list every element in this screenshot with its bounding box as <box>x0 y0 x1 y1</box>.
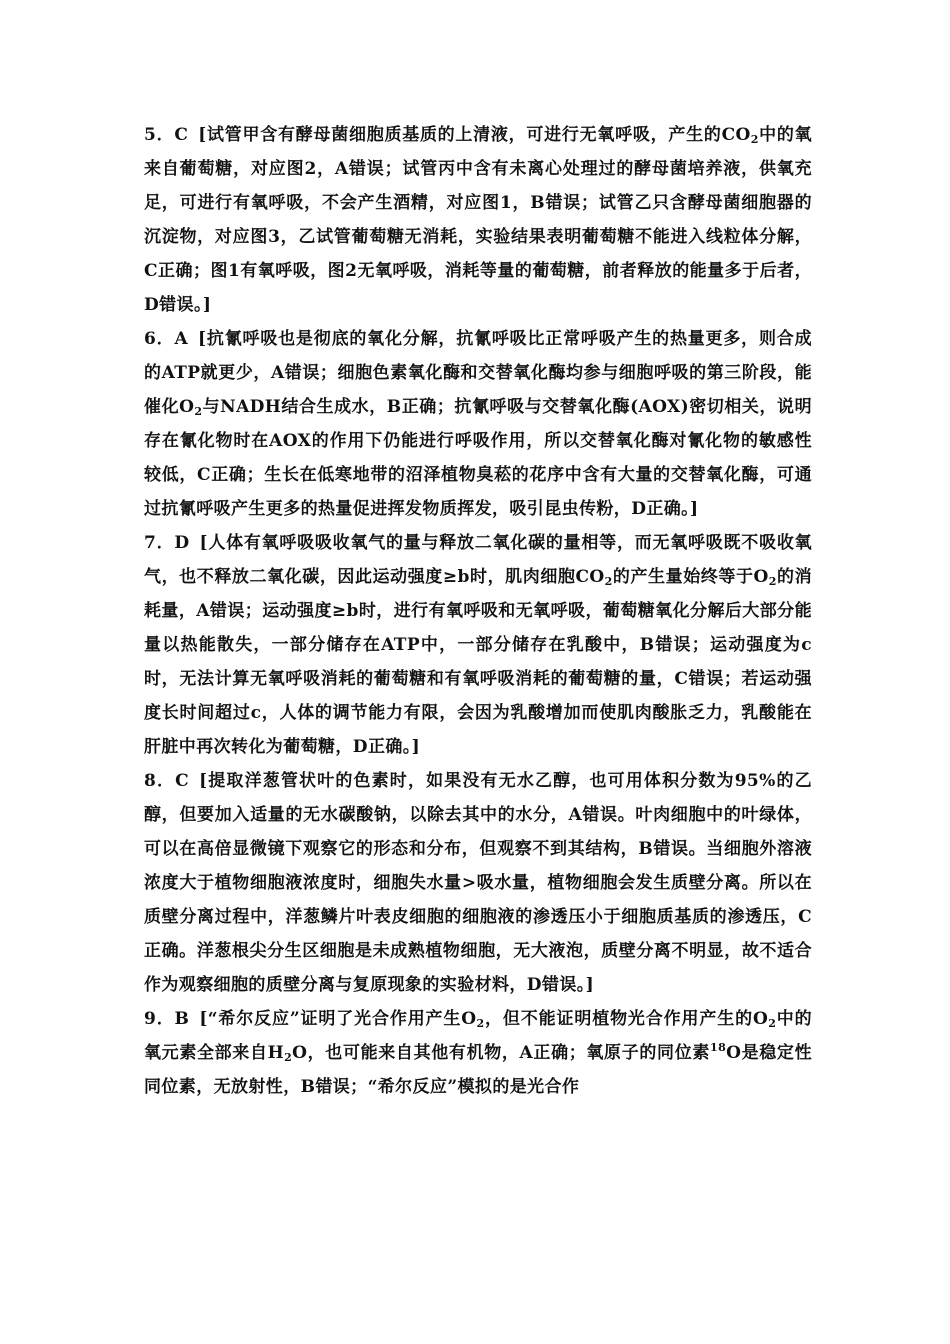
explanation-text: 与NADH结合生成水，B正确；抗氰呼吸与交替氧化酶(AOX)密切相关，说明存在氰化物时在AOX的作用下仍能进行呼吸作用，所以交替氧化酶对氰化物的敏感性较低，C正确；生长在低寒地带的沼泽植物臭菘的花序中含有大量的交替氧化酶，可通过抗氰呼吸产生更多的热量促进挥发物质挥发，吸引昆虫传粉，D正确。] <box>144 397 812 519</box>
subscript: 2 <box>604 575 613 588</box>
answer-label: 6．A <box>144 329 189 349</box>
answer-item-5 <box>144 118 812 322</box>
answer-item-8 <box>144 764 812 1002</box>
subscript: 2 <box>284 1051 293 1064</box>
answer-label: 8．C <box>144 771 190 791</box>
subscript: 2 <box>768 1017 777 1030</box>
explanation-text: [试管甲含有酵母菌细胞质基质的上清液，可进行无氧呼吸，产生的CO <box>198 125 751 145</box>
superscript: 18 <box>710 1041 727 1054</box>
subscript: 2 <box>768 575 777 588</box>
subscript: 2 <box>476 1017 485 1030</box>
explanation-text: ，但不能证明植物光合作用产生的O <box>484 1009 769 1029</box>
explanation-text: O是稳定性同位素，无放射性，B错误；“希尔反应”模拟的是光合作 <box>144 1043 812 1097</box>
subscript: 2 <box>194 405 203 418</box>
subscript: 2 <box>750 133 759 146</box>
answer-label: 9．B <box>144 1009 190 1029</box>
explanation-text: [提取洋葱管状叶的色素时，如果没有无水乙醇，也可用体积分数为95%的乙醇，但要加入适量的无水碳酸钠，以除去其中的水分，A错误。叶肉细胞中的叶绿体，可以在高倍显微镜下观察它的形态和分布，但观察不到其结构，B错误。当细胞外溶液浓度大于植物细胞液浓度时，细胞失水量>吸水量，植物细胞会发生质壁分离。所以在质壁分离过程中，洋葱鳞片叶表皮细胞的细胞液的渗透压小于细胞质基质的渗透压，C正确。洋葱根尖分生区细胞是未成熟植物细胞，无大液泡，质壁分离不明显，故不适合作为观察细胞的质壁分离与复原现象的实验材料，D错误。] <box>144 771 813 995</box>
answer-label: 5．C <box>144 125 189 145</box>
explanation-text: O，也可能来自其他有机物，A正确；氧原子的同位素 <box>292 1043 711 1063</box>
explanation-text: [“希尔反应”证明了光合作用产生O <box>199 1009 477 1029</box>
answer-text-body <box>144 118 812 1104</box>
answer-label: 7．D <box>144 533 190 553</box>
explanation-text: 的产生量始终等于O <box>612 567 769 587</box>
answer-item-7 <box>144 526 812 764</box>
explanation-text: [抗氰呼吸也是彻底的氧化分解，抗氰呼吸比正常呼吸产生的热量更多，则合成的ATP就更少，A错误；细胞色素氧化酶和交替氧化酶均参与细胞呼吸的第三阶段，能催化O <box>144 329 813 417</box>
explanation-text: 中的氧来自葡萄糖，对应图2，A错误；试管丙中含有未离心处理过的酵母菌培养液，供氧充足，可进行有氧呼吸，不会产生酒精，对应图1，B错误；试管乙只含酵母菌细胞器的沉淀物，对应图3，乙试管葡萄糖无消耗，实验结果表明葡萄糖不能进入线粒体分解，C正确；图1有氧呼吸，图2无氧呼吸，消耗等量的葡萄糖，前者释放的能量多于后者，D错误。] <box>144 125 812 315</box>
explanation-text: 的消耗量，A错误；运动强度≥b时，进行有氧呼吸和无氧呼吸，葡萄糖氧化分解后大部分能量以热能散失，一部分储存在ATP中，一部分储存在乳酸中，B错误；运动强度为c时，无法计算无氧呼吸消耗的葡萄糖和有氧呼吸消耗的葡萄糖的量，C错误；若运动强度长时间超过c，人体的调节能力有限，会因为乳酸增加而使肌肉酸胀乏力，乳酸能在肝脏中再次转化为葡萄糖，D正确。] <box>144 567 812 757</box>
answer-item-6 <box>144 322 812 526</box>
answer-item-9 <box>144 1002 812 1104</box>
explanation-text: [人体有氧呼吸吸收氧气的量与释放二氧化碳的量相等，而无氧呼吸既不吸收氧气，也不释放二氧化碳，因此运动强度≥b时，肌肉细胞CO <box>144 533 812 587</box>
explanation-text: 中的氧元素全部来自H <box>144 1009 812 1063</box>
